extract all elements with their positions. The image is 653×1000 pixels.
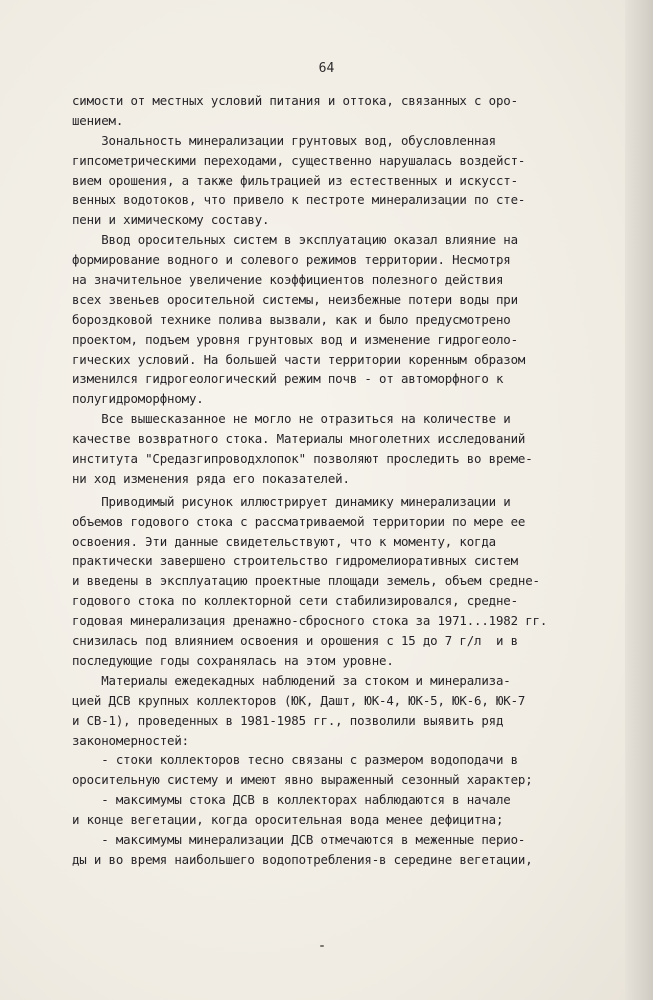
text-line: гических условий. На большей части территории коренным образом	[72, 351, 526, 367]
text-line: - максимумы стока ДСВ в коллекторах наблюдаются в начале	[72, 792, 511, 808]
text-line: и конце вегетации, когда оросительная вода менее дефицитна;	[72, 812, 504, 828]
text-line: годового стока по коллекторной сети стабилизировался, средне-	[72, 593, 518, 609]
paper-speck	[320, 945, 324, 947]
text-line: изменился гидрогеологический режим почв - от автоморфного к	[72, 371, 504, 387]
text-line: освоения. Эти данные свидетельствуют, что к моменту, когда	[72, 533, 496, 549]
text-line: цией ДСВ крупных коллекторов (ЮК, Дашт, ЮК-4, ЮК-5, ЮК-6, ЮК-7	[72, 692, 526, 708]
text-line: венных водотоков, что привело к пестроте минерализации по сте-	[72, 192, 526, 208]
text-line: симости от местных условий питания и оттока, связанных с оро-	[72, 93, 518, 108]
text-line: - максимумы минерализации ДСВ отмечаются в меженные перио-	[72, 831, 526, 847]
text-line: Материалы ежедекадных наблюдений за стоком и минерализа-	[72, 672, 511, 688]
paragraph	[72, 91, 592, 131]
paragraph	[72, 671, 592, 870]
page-number: 64	[318, 61, 335, 76]
paragraph	[72, 230, 592, 409]
text-line: Все вышесказанное не могло не отразиться на количестве и	[72, 411, 511, 427]
text-line: закономерностей:	[72, 732, 189, 748]
text-line: полугидроморфному.	[72, 391, 204, 407]
paragraph	[72, 492, 592, 671]
text-line: института "Средазгипроводхлопок" позволяют проследить во време-	[72, 451, 533, 467]
text-line: ни ход изменения ряда его показателей.	[72, 470, 350, 486]
text-line: вием орошения, а также фильтрацией из естественных и искусст-	[72, 172, 518, 188]
text-line: качестве возвратного стока. Материалы многолетних исследований	[72, 431, 526, 447]
text-line: ды и во время наибольшего водопотребления-в середине вегетации,	[72, 851, 533, 867]
text-line: на значительное увеличение коэффициентов полезного действия	[72, 272, 504, 288]
text-line: Приводимый рисунок иллюстрирует динамику минерализации и	[72, 493, 511, 509]
text-line: Ввод оросительных систем в эксплуатацию оказал влияние на	[72, 232, 518, 248]
text-line: объемов годового стока с рассматриваемой территории по мере ее	[72, 513, 526, 529]
paragraph	[72, 409, 592, 489]
text-line: и введены в эксплуатацию проектные площади земель, объем средне-	[72, 573, 540, 589]
text-line: всех звеньев оросительной системы, неизбежные потери воды при	[72, 291, 518, 307]
body-text	[72, 91, 592, 870]
text-line: последующие годы сохранялась на этом уровне.	[72, 652, 394, 668]
text-line: - стоки коллекторов тесно связаны с размером водоподачи в	[72, 752, 518, 768]
page-edge-shadow	[625, 0, 653, 1000]
text-line: годовая минерализация дренажно-сбросного стока за 1971...1982 гг.	[72, 613, 548, 629]
text-line: практически завершено строительство гидромелиоративных систем	[72, 553, 518, 569]
paragraph	[72, 131, 592, 230]
text-line: формирование водного и солевого режимов территории. Несмотря	[72, 252, 511, 268]
text-line: гипсометрическими переходами, существенно нарушалась воздейст-	[72, 152, 526, 168]
text-line: бороздковой технике полива вызвали, как и было предусмотрено	[72, 311, 511, 327]
text-line: Зональность минерализации грунтовых вод, обусловленная	[72, 132, 496, 148]
text-line: и СВ-1), проведенных в 1981-1985 гг., позволили выявить ряд	[72, 712, 504, 728]
text-line: шением.	[72, 112, 124, 128]
text-line: снизилась под влиянием освоения и орошения с 15 до 7 г/л и в	[72, 633, 518, 649]
text-line: пени и химическому составу.	[72, 212, 270, 228]
text-line: оросительную систему и имеют явно выраженный сезонный характер;	[72, 772, 533, 788]
text-line: проектом, подъем уровня грунтовых вод и изменение гидрогеоло-	[72, 331, 518, 347]
